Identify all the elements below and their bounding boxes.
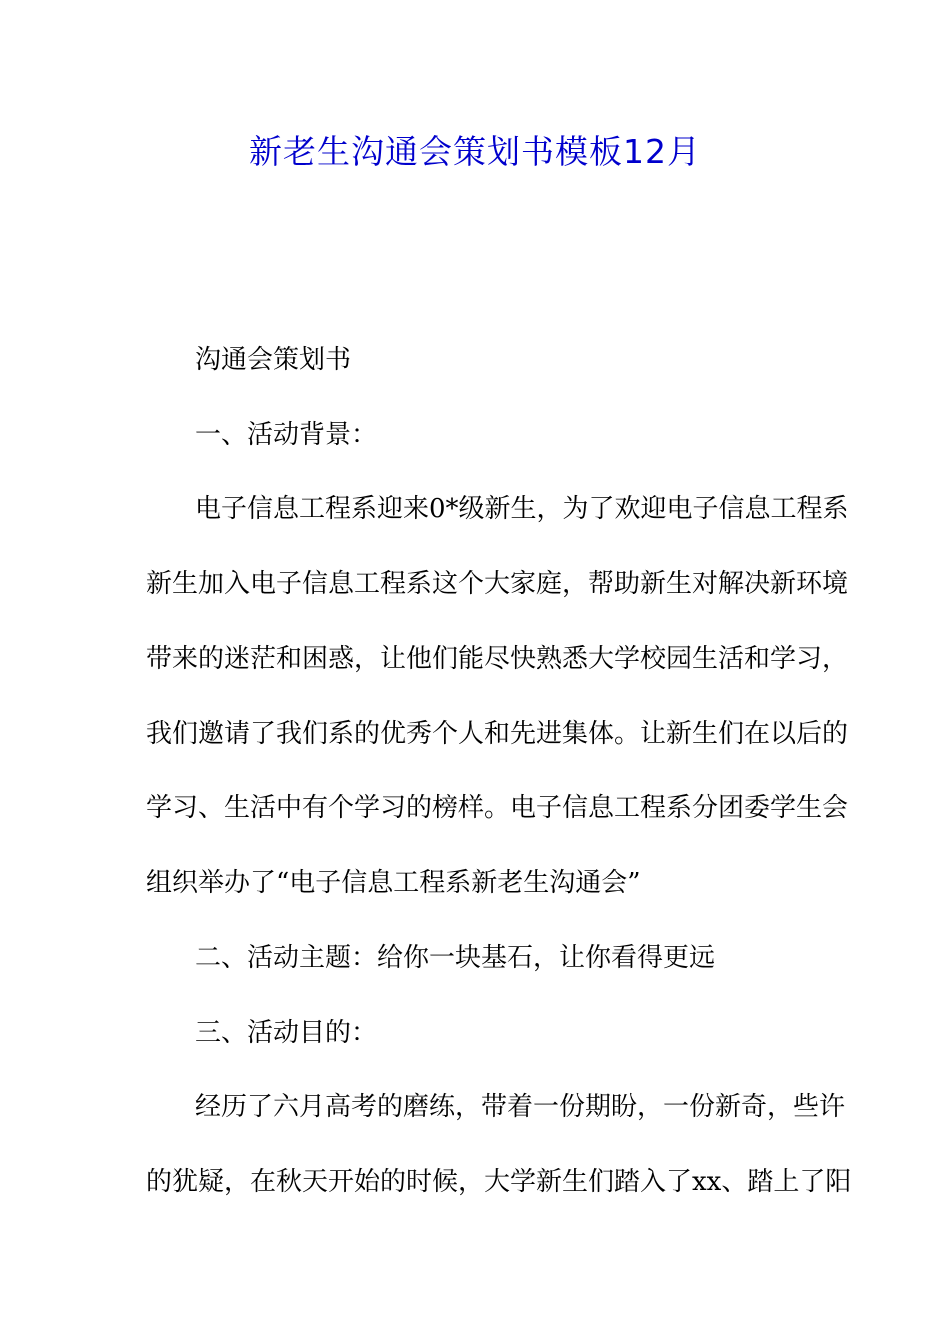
section-heading: 三、活动目的： (195, 1018, 378, 1048)
section-heading: 一、活动背景： (195, 420, 378, 450)
paragraph-line: 组织举办了“电子信息工程系新老生沟通会” (146, 868, 641, 898)
section-heading: 二、活动主题：给你一块基石，让你看得更远 (195, 943, 716, 973)
document-title: 新老生沟通会策划书模板12月 (249, 132, 701, 171)
section-heading: 沟通会策划书 (195, 345, 352, 375)
paragraph-line: 经历了六月高考的磨练，带着一份期盼，一份新奇，些许 (195, 1092, 846, 1122)
paragraph-line: 我们邀请了我们系的优秀个人和先进集体。让新生们在以后的 (146, 719, 849, 749)
paragraph-line: 的犹疑，在秋天开始的时候，大学新生们踏入了xx、踏上了阳 (146, 1167, 852, 1197)
paragraph-line: 电子信息工程系迎来0*级新生，为了欢迎电子信息工程系 (195, 494, 849, 524)
paragraph-line: 带来的迷茫和困惑，让他们能尽快熟悉大学校园生活和学习， (146, 644, 849, 674)
paragraph-line: 学习、生活中有个学习的榜样。电子信息工程系分团委学生会 (146, 793, 849, 823)
paragraph-line: 新生加入电子信息工程系这个大家庭，帮助新生对解决新环境 (146, 569, 849, 599)
